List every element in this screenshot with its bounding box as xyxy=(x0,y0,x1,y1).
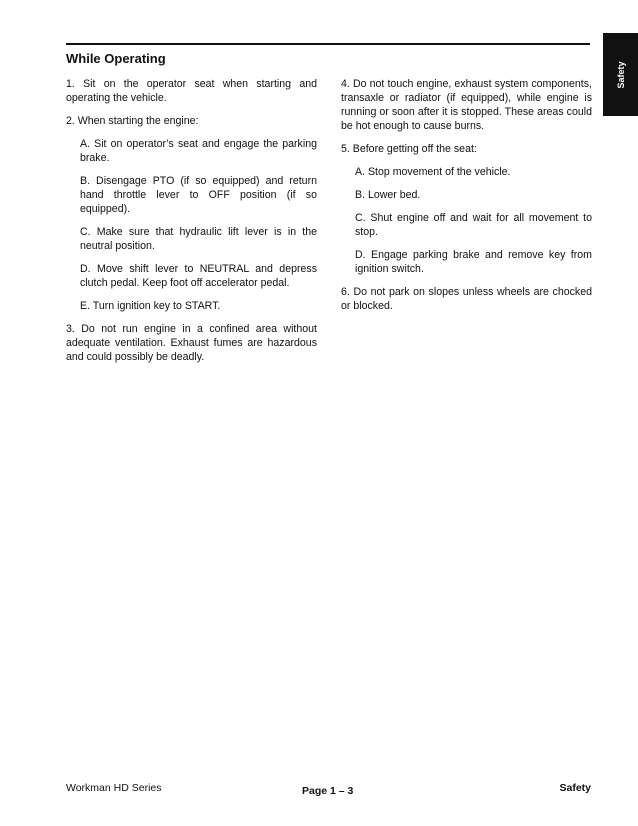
sub-list-item: A. Stop movement of the vehicle. xyxy=(355,166,511,178)
list-item: 4. Do not touch engine, exhaust system components, transaxle or radiator (if equipped), while engine is running or soon after it is stopped. These areas could be hot enough to cause burns. xyxy=(341,78,592,132)
list-item: 6. Do not park on slopes unless wheels are chocked or blocked. xyxy=(341,286,592,312)
sub-list-item: E. Turn ignition key to START. xyxy=(80,300,221,312)
sub-list-item: B. Lower bed. xyxy=(355,189,421,201)
footer-section: Safety xyxy=(559,782,591,794)
section-tab-label: Safety xyxy=(615,60,626,89)
sub-list-item: A. Sit on operator’s seat and engage the parking brake. xyxy=(80,138,317,164)
right-column xyxy=(341,77,592,322)
sub-list-item: D. Move shift lever to NEUTRAL and depress clutch pedal. Keep foot off accelerator pedal. xyxy=(80,263,317,289)
header-rule xyxy=(66,43,590,45)
sub-list-item: C. Make sure that hydraulic lift lever is in the neutral position. xyxy=(80,226,317,252)
section-heading: While Operating xyxy=(66,51,166,66)
footer-series: Workman HD Series xyxy=(66,782,162,794)
list-item: 2. When starting the engine: xyxy=(66,115,199,127)
sub-list-item: D. Engage parking brake and remove key from ignition switch. xyxy=(355,249,592,275)
list-item: 3. Do not run engine in a confined area without adequate ventilation. Exhaust fumes are hazardous and could possibly be deadly. xyxy=(66,323,317,363)
footer-page-number: Page 1 – 3 xyxy=(302,785,354,797)
left-column xyxy=(66,77,317,373)
list-item: 5. Before getting off the seat: xyxy=(341,143,477,155)
section-tab xyxy=(603,33,638,116)
sub-list-item: C. Shut engine off and wait for all movement to stop. xyxy=(355,212,592,238)
sub-list-item: B. Disengage PTO (if so equipped) and return hand throttle lever to OFF position (if so equipped). xyxy=(80,175,317,215)
list-item: 1. Sit on the operator seat when starting and operating the vehicle. xyxy=(66,78,317,104)
